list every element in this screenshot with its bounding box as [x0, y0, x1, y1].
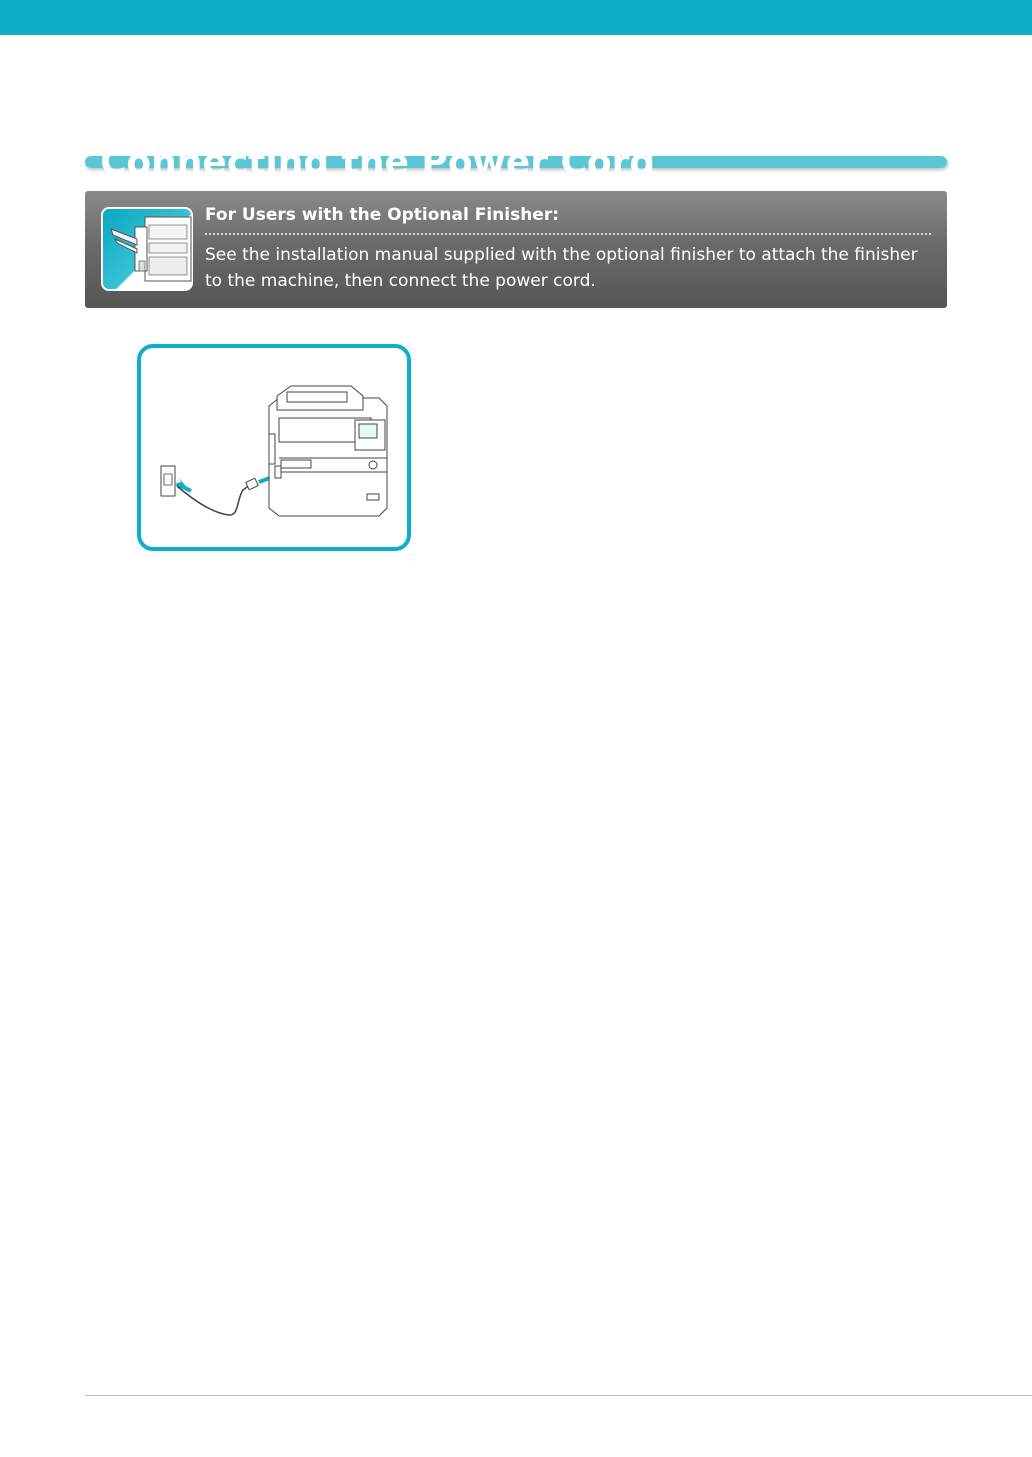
- footer-rule: [85, 1395, 1032, 1396]
- finisher-machine-drawing: [103, 209, 191, 289]
- note-body-text: See the installation manual supplied with the optional finisher to attach the finisher to the machine, then connect the power cord.: [205, 245, 918, 291]
- power-cord-illustration: [137, 344, 411, 551]
- printer-icon: [269, 386, 387, 516]
- section-heading: [100, 131, 700, 161]
- printer-power-connection-illustration: [141, 348, 407, 547]
- note-dotted-divider: [205, 233, 931, 235]
- finisher-thumbnail-icon: [101, 207, 193, 291]
- wall-outlet-icon: [161, 466, 175, 496]
- finisher-note-box: [85, 191, 947, 308]
- note-title: For Users with the Optional Finisher:: [205, 205, 560, 225]
- top-color-band: [0, 0, 1032, 35]
